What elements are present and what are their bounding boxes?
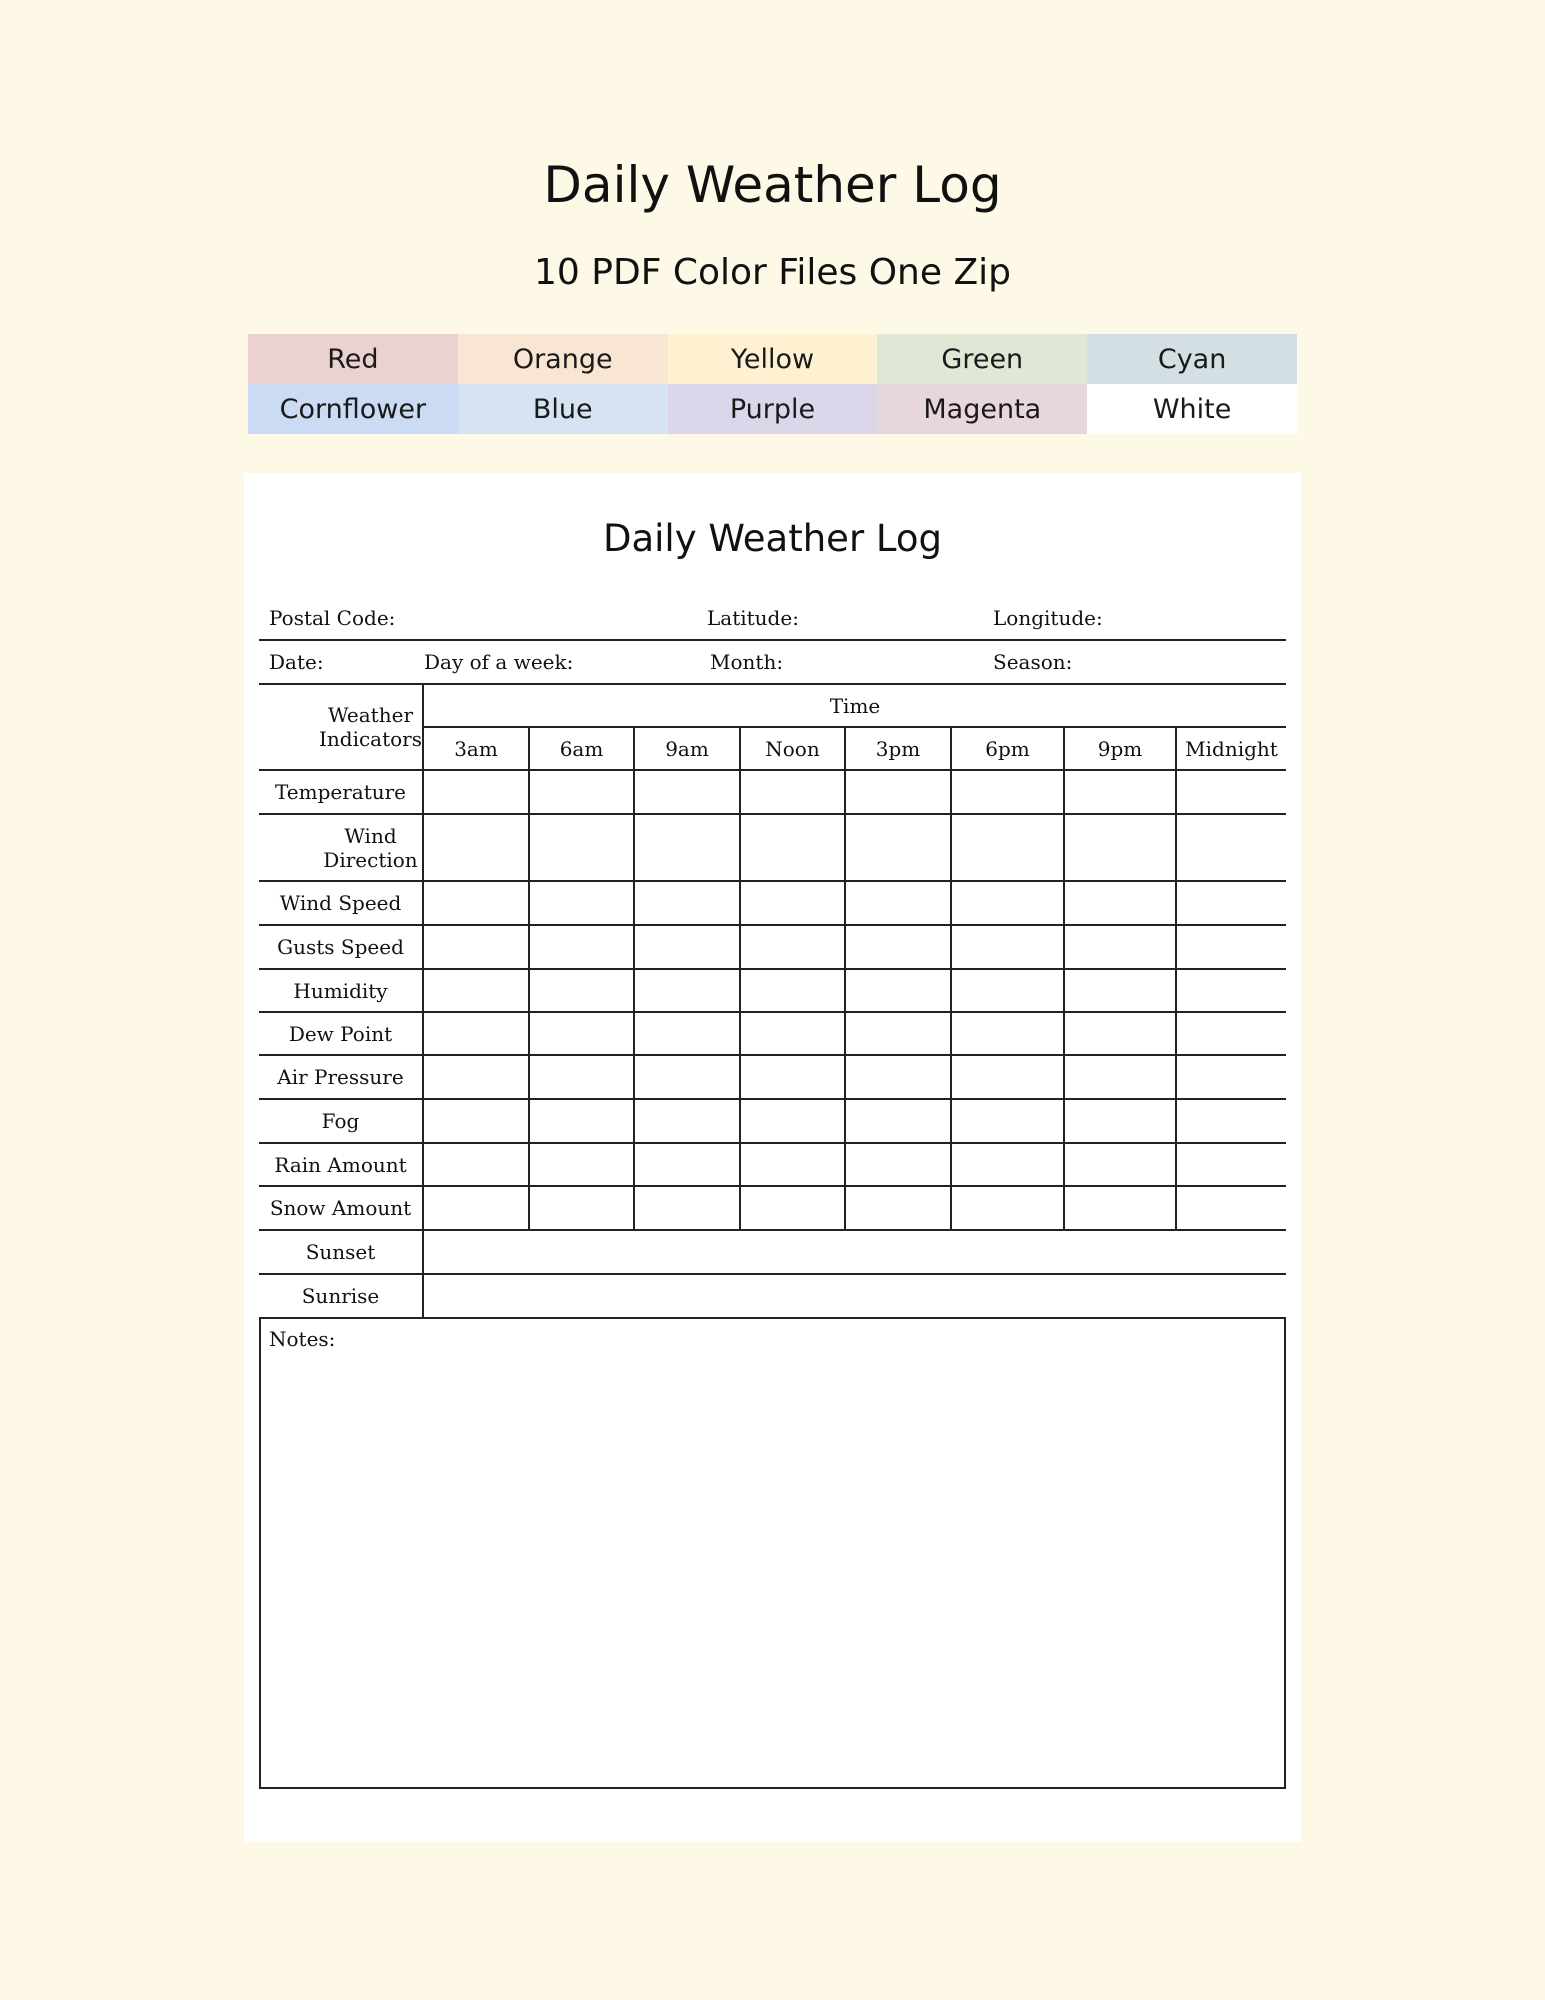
indicator-column-line	[422, 683, 424, 1317]
swatch-orange: Orange	[458, 334, 668, 384]
row-label-temperature: Temperature	[274, 780, 407, 804]
row-label-sunrise: Sunrise	[301, 1284, 380, 1308]
swatch-yellow: Yellow	[668, 334, 878, 384]
notes-label: Notes:	[269, 1327, 336, 1351]
divider	[259, 639, 1286, 641]
column-line	[528, 726, 530, 1229]
weather-indicators-header: Weather Indicators	[318, 703, 422, 751]
season-field[interactable]: Season:	[993, 650, 1073, 674]
color-swatch-grid	[248, 334, 1297, 434]
page-subtitle: 10 PDF Color Files One Zip	[534, 252, 1011, 293]
swatch-red: Red	[248, 334, 458, 384]
time-noon: Noon	[765, 736, 820, 761]
page-title: Daily Weather Log	[543, 156, 1002, 214]
row-label-fog: Fog	[321, 1109, 360, 1133]
row-label-gusts-speed: Gusts Speed	[277, 935, 404, 959]
postal-code-field[interactable]: Postal Code:	[269, 606, 396, 630]
column-line	[633, 726, 635, 1229]
time-6pm: 6pm	[985, 736, 1030, 761]
day-of-week-field[interactable]: Day of a week:	[424, 650, 574, 674]
latitude-field[interactable]: Latitude:	[707, 606, 799, 630]
column-line	[739, 726, 741, 1229]
column-line	[1175, 726, 1177, 1229]
weather-log-sheet	[244, 473, 1301, 1842]
swatch-cyan: Cyan	[1087, 334, 1297, 384]
column-line	[950, 726, 952, 1229]
longitude-field[interactable]: Longitude:	[993, 606, 1103, 630]
time-9pm: 9pm	[1097, 736, 1143, 761]
time-6am: 6am	[559, 736, 604, 761]
sheet-title: Daily Weather Log	[602, 517, 943, 560]
row-label-air-pressure: Air Pressure	[277, 1065, 404, 1089]
column-line	[844, 726, 846, 1229]
swatch-blue: Blue	[458, 384, 668, 434]
column-line	[1063, 726, 1065, 1229]
time-3pm: 3pm	[875, 736, 921, 761]
month-field[interactable]: Month:	[710, 650, 784, 674]
time-3am: 3am	[454, 736, 498, 761]
swatch-purple: Purple	[668, 384, 878, 434]
time-9am: 9am	[665, 736, 709, 761]
date-field[interactable]: Date:	[269, 650, 324, 674]
time-header: Time	[829, 693, 881, 718]
row-label-sunset: Sunset	[305, 1240, 376, 1264]
time-midnight: Midnight	[1185, 736, 1278, 761]
swatch-green: Green	[877, 334, 1087, 384]
notes-box[interactable]	[259, 1317, 1286, 1789]
row-label-humidity: Humidity	[293, 978, 388, 1003]
row-label-wind-direction: Wind Direction	[323, 823, 418, 872]
swatch-magenta: Magenta	[877, 384, 1087, 434]
row-label-snow-amount: Snow Amount	[269, 1196, 412, 1220]
row-label-dew-point: Dew Point	[288, 1021, 393, 1046]
row-label-rain-amount: Rain Amount	[274, 1152, 407, 1177]
swatch-white: White	[1087, 384, 1297, 434]
row-label-wind-speed: Wind Speed	[279, 891, 402, 915]
swatch-cornflower: Cornflower	[248, 384, 458, 434]
